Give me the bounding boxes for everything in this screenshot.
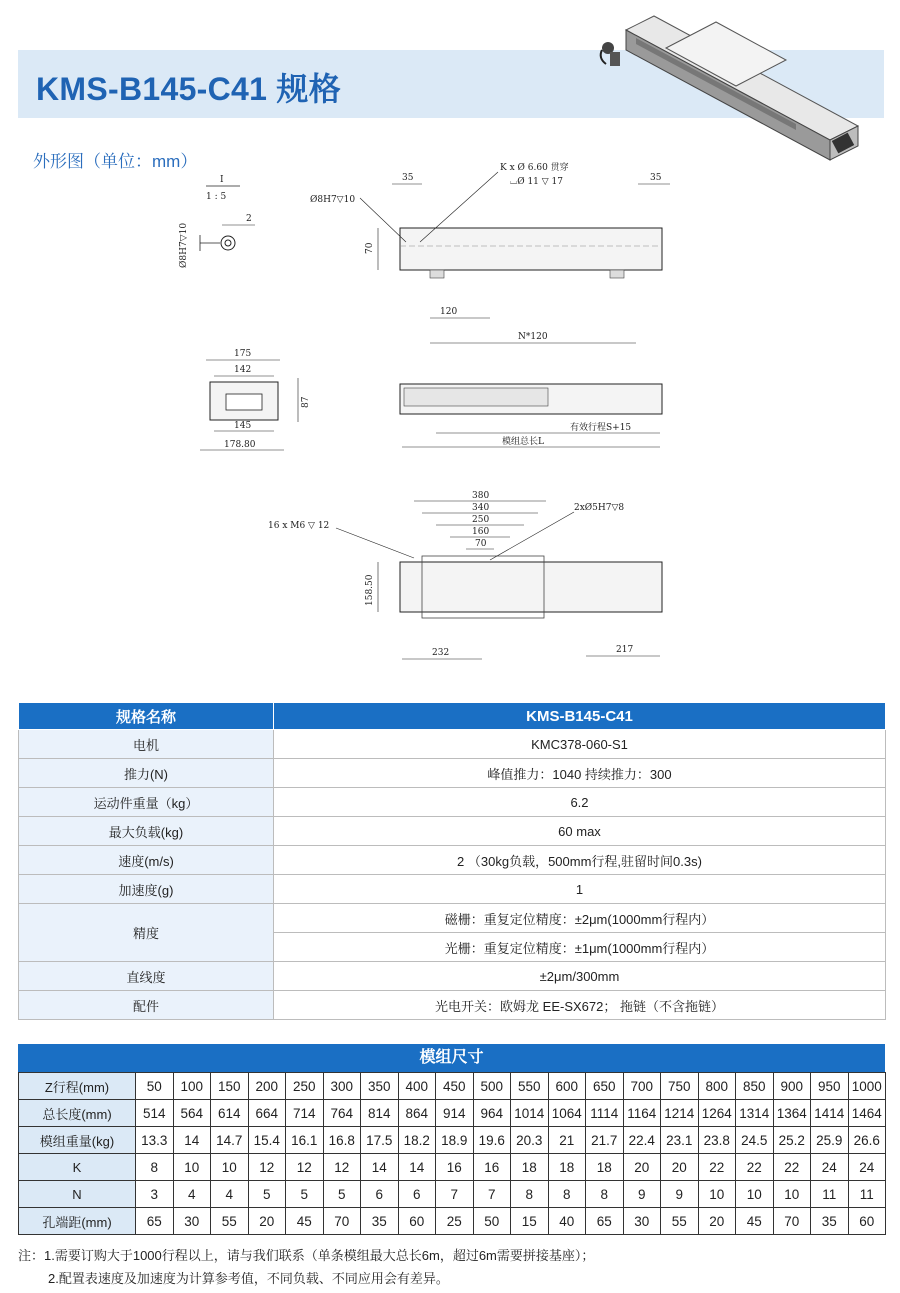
dim-row-label: 总长度(mm) — [19, 1100, 136, 1127]
dim-217: 217 — [616, 645, 634, 655]
dim-cell: 600 — [548, 1073, 586, 1100]
detail-dim-2: 2 — [246, 214, 252, 224]
dim-cell: 1214 — [661, 1100, 699, 1127]
dim-cell: 19.6 — [473, 1127, 511, 1154]
dim-142: 142 — [234, 365, 252, 375]
dim-cell: 24 — [848, 1154, 886, 1181]
dim-250: 250 — [472, 515, 490, 525]
dim-cell: 25 — [436, 1208, 474, 1235]
dim-row-label: 模组重量(kg) — [19, 1127, 136, 1154]
dim-cell: 18 — [548, 1154, 586, 1181]
dim-cell: 18.2 — [398, 1127, 436, 1154]
dim-cell: 20 — [248, 1208, 286, 1235]
spec-label: 速度(m/s) — [19, 846, 274, 875]
spec-value: 2 （30kg负载，500mm行程,驻留时间0.3s) — [274, 846, 886, 875]
spec-label: 直线度 — [19, 962, 274, 991]
dim-35-left: 35 — [402, 173, 414, 183]
slider-holes: 16 x M6 ▽ 12 — [268, 521, 330, 531]
dim-cell: 24 — [811, 1154, 849, 1181]
spec-label: 加速度(g) — [19, 875, 274, 904]
dim-cell: 16 — [473, 1154, 511, 1181]
dim-cell: 750 — [661, 1073, 699, 1100]
dim-cell: 15 — [511, 1208, 549, 1235]
dim-35-right: 35 — [650, 173, 662, 183]
dim-cell: 12 — [286, 1154, 324, 1181]
dim-cell: 4 — [211, 1181, 249, 1208]
spec-row — [19, 817, 886, 846]
spec-label: 最大负载(kg) — [19, 817, 274, 846]
dim-cell: 45 — [286, 1208, 324, 1235]
spec-value: KMC378-060-S1 — [274, 730, 886, 759]
dim-cell: 55 — [211, 1208, 249, 1235]
dim-cell: 30 — [623, 1208, 661, 1235]
slider-pin-holes: 2xØ5H7▽8 — [574, 503, 625, 513]
dim-cell: 50 — [136, 1073, 174, 1100]
dim-cell: 1264 — [698, 1100, 736, 1127]
dim-cell: 1064 — [548, 1100, 586, 1127]
dim-cell: 18 — [511, 1154, 549, 1181]
dim-row — [19, 1073, 886, 1100]
dim-cell: 10 — [211, 1154, 249, 1181]
dim-cell: 10 — [736, 1181, 774, 1208]
dim-cell: 250 — [286, 1073, 324, 1100]
dim-cell: 20 — [623, 1154, 661, 1181]
note-line: 注：1.需要订购大于1000行程以上，请与我们联系（单条模组最大总长6m，超过6m需要拼接基座）； — [18, 1248, 595, 1263]
dim-cell: 1114 — [586, 1100, 624, 1127]
spec-label: 配件 — [19, 991, 274, 1020]
dim-178-80: 178.80 — [224, 440, 256, 450]
dim-cell: 300 — [323, 1073, 361, 1100]
dim-cell: 22 — [736, 1154, 774, 1181]
dim-cell: 18 — [586, 1154, 624, 1181]
dim-cell: 8 — [511, 1181, 549, 1208]
dim-cell: 21.7 — [586, 1127, 624, 1154]
dim-cell: 22.4 — [623, 1127, 661, 1154]
effective-stroke: 有效行程S+15 — [570, 423, 632, 433]
dim-cell: 14.7 — [211, 1127, 249, 1154]
dim-cell: 450 — [436, 1073, 474, 1100]
dim-row-label: K — [19, 1154, 136, 1181]
dim-cell: 7 — [473, 1181, 511, 1208]
dim-cell: 21 — [548, 1127, 586, 1154]
dim-cell: 6 — [398, 1181, 436, 1208]
spec-header-right: KMS-B145-C41 — [274, 703, 886, 730]
spec-label: 推力(N) — [19, 759, 274, 788]
dim-cell: 700 — [623, 1073, 661, 1100]
dim-cell: 65 — [586, 1208, 624, 1235]
spec-header-row — [19, 703, 886, 730]
dim-cell: 614 — [211, 1100, 249, 1127]
dim-380: 380 — [472, 491, 490, 501]
dim-cell: 564 — [173, 1100, 211, 1127]
dim-cell: 30 — [173, 1208, 211, 1235]
dim-cell: 11 — [848, 1181, 886, 1208]
spec-value: 峰值推力：1040 持续推力：300 — [274, 759, 886, 788]
spec-row — [19, 991, 886, 1020]
dim-row-label: 孔端距(mm) — [19, 1208, 136, 1235]
dim-cell: 764 — [323, 1100, 361, 1127]
dim-cell: 200 — [248, 1073, 286, 1100]
spec-row — [19, 846, 886, 875]
dim-340: 340 — [472, 503, 490, 513]
spec-row — [19, 788, 886, 817]
dim-cell: 45 — [736, 1208, 774, 1235]
page-title: KMS-B145-C41 规格 — [36, 71, 342, 107]
top-pin-hole: Ø8H7▽10 — [310, 195, 356, 205]
dim-row — [19, 1181, 886, 1208]
dim-87: 87 — [301, 396, 311, 408]
dim-cell: 6 — [361, 1181, 399, 1208]
dim-cell: 1164 — [623, 1100, 661, 1127]
dim-cell: 70 — [323, 1208, 361, 1235]
dim-cell: 150 — [211, 1073, 249, 1100]
dim-cell: 500 — [473, 1073, 511, 1100]
dim-cell: 1000 — [848, 1073, 886, 1100]
dim-cell: 13.3 — [136, 1127, 174, 1154]
dim-table — [18, 1072, 886, 1235]
dim-cell: 22 — [773, 1154, 811, 1181]
dim-cell: 9 — [661, 1181, 699, 1208]
dim-cell: 16.8 — [323, 1127, 361, 1154]
dim-cell: 17.5 — [361, 1127, 399, 1154]
dim-cell: 10 — [173, 1154, 211, 1181]
dim-cell: 14 — [398, 1154, 436, 1181]
spec-value-optical: 光栅：重复定位精度：±1μm(1000mm行程内） — [274, 933, 886, 962]
top-hole-cbore: ⌴Ø 11 ▽ 17 — [510, 177, 563, 187]
dim-cell: 20.3 — [511, 1127, 549, 1154]
spec-label: 电机 — [19, 730, 274, 759]
dim-cell: 50 — [473, 1208, 511, 1235]
drawing-subtitle: 外形图（单位：mm） — [33, 152, 198, 171]
dim-cell: 24.5 — [736, 1127, 774, 1154]
dim-120: 120 — [440, 307, 458, 317]
dim-232: 232 — [432, 648, 450, 658]
spec-value: 光电开关：欧姆龙 EE-SX672； 拖链（不含拖链） — [274, 991, 886, 1020]
dim-n120: N*120 — [518, 332, 548, 342]
dim-row — [19, 1127, 886, 1154]
top-hole-spec: K x Ø 6.60 贯穿 — [500, 163, 569, 173]
dim-cell: 40 — [548, 1208, 586, 1235]
dim-cell: 25.2 — [773, 1127, 811, 1154]
dim-cell: 35 — [361, 1208, 399, 1235]
detail-label: I — [220, 175, 224, 185]
detail-scale: 1 : 5 — [206, 192, 227, 202]
dim-cell: 5 — [323, 1181, 361, 1208]
dim-cell: 12 — [248, 1154, 286, 1181]
dim-cell: 850 — [736, 1073, 774, 1100]
dim-cell: 26.6 — [848, 1127, 886, 1154]
dim-cell: 1314 — [736, 1100, 774, 1127]
module-total-length: 模组总长L — [502, 437, 544, 447]
dim-cell: 10 — [773, 1181, 811, 1208]
dim-cell: 900 — [773, 1073, 811, 1100]
dim-cell: 400 — [398, 1073, 436, 1100]
spec-table — [18, 702, 886, 1020]
dim-175: 175 — [234, 349, 252, 359]
dim-cell: 15.4 — [248, 1127, 286, 1154]
dim-cell: 1364 — [773, 1100, 811, 1127]
dim-cell: 35 — [811, 1208, 849, 1235]
spec-value: 1 — [274, 875, 886, 904]
dim-cell: 650 — [586, 1073, 624, 1100]
dim-cell: 16.1 — [286, 1127, 324, 1154]
dim-cell: 1464 — [848, 1100, 886, 1127]
dim-cell: 550 — [511, 1073, 549, 1100]
dim-cell: 100 — [173, 1073, 211, 1100]
dim-row-label: N — [19, 1181, 136, 1208]
dim-cell: 1414 — [811, 1100, 849, 1127]
dim-cell: 16 — [436, 1154, 474, 1181]
dim-cell: 3 — [136, 1181, 174, 1208]
spec-row — [19, 962, 886, 991]
dim-cell: 1014 — [511, 1100, 549, 1127]
dim-cell: 20 — [698, 1208, 736, 1235]
dim-cell: 5 — [286, 1181, 324, 1208]
dim-row — [19, 1100, 886, 1127]
dim-row — [19, 1154, 886, 1181]
spec-label: 运动件重量（kg） — [19, 788, 274, 817]
dim-cell: 7 — [436, 1181, 474, 1208]
dim-cell: 20 — [661, 1154, 699, 1181]
dim-cell: 5 — [248, 1181, 286, 1208]
spec-header-left: 规格名称 — [19, 703, 274, 730]
dim-cell: 914 — [436, 1100, 474, 1127]
dim-cell: 964 — [473, 1100, 511, 1127]
spec-row — [19, 730, 886, 759]
dim-cell: 14 — [173, 1127, 211, 1154]
dim-cell: 950 — [811, 1073, 849, 1100]
dim-cell: 514 — [136, 1100, 174, 1127]
dim-145: 145 — [234, 421, 252, 431]
dim-cell: 8 — [586, 1181, 624, 1208]
spec-row — [19, 759, 886, 788]
spec-value: ±2μm/300mm — [274, 962, 886, 991]
dim-cell: 25.9 — [811, 1127, 849, 1154]
dim-cell: 23.1 — [661, 1127, 699, 1154]
dim-160: 160 — [472, 527, 490, 537]
dim-cell: 9 — [623, 1181, 661, 1208]
dim-cell: 8 — [548, 1181, 586, 1208]
dimension-drawings — [160, 150, 720, 680]
dim-cell: 65 — [136, 1208, 174, 1235]
dim-70: 70 — [365, 242, 375, 254]
dim-cell: 814 — [361, 1100, 399, 1127]
dim-cell: 14 — [361, 1154, 399, 1181]
detail-hole: Ø8H7▽10 — [179, 222, 189, 268]
dim-cell: 18.9 — [436, 1127, 474, 1154]
dim-cell: 12 — [323, 1154, 361, 1181]
dim-cell: 350 — [361, 1073, 399, 1100]
dim-cell: 23.8 — [698, 1127, 736, 1154]
spec-row-precision — [19, 904, 886, 933]
dim-158-50: 158.50 — [365, 574, 375, 606]
dim-cell: 864 — [398, 1100, 436, 1127]
spec-value-magnetic: 磁栅：重复定位精度：±2μm(1000mm行程内） — [274, 904, 886, 933]
dim-cell: 11 — [811, 1181, 849, 1208]
spec-value: 6.2 — [274, 788, 886, 817]
notes — [18, 1244, 594, 1290]
dim-cell: 664 — [248, 1100, 286, 1127]
dim-row — [19, 1208, 886, 1235]
spec-label-precision: 精度 — [19, 904, 274, 962]
dim-cell: 70 — [773, 1208, 811, 1235]
dim-table-title: 模组尺寸 — [18, 1044, 885, 1072]
spec-row — [19, 875, 886, 904]
dim-cell: 4 — [173, 1181, 211, 1208]
dim-cell: 8 — [136, 1154, 174, 1181]
dim-cell: 10 — [698, 1181, 736, 1208]
dim-cell: 800 — [698, 1073, 736, 1100]
note-line: 2.配置表速度及加速度为计算参考值，不同负载、不同应用会有差异。 — [48, 1271, 449, 1286]
dim-cell: 22 — [698, 1154, 736, 1181]
dim-cell: 714 — [286, 1100, 324, 1127]
dim-70-bottom: 70 — [475, 539, 487, 549]
dim-cell: 60 — [398, 1208, 436, 1235]
dim-cell: 60 — [848, 1208, 886, 1235]
dim-row-label: Z行程(mm) — [19, 1073, 136, 1100]
dim-cell: 55 — [661, 1208, 699, 1235]
spec-value: 60 max — [274, 817, 886, 846]
